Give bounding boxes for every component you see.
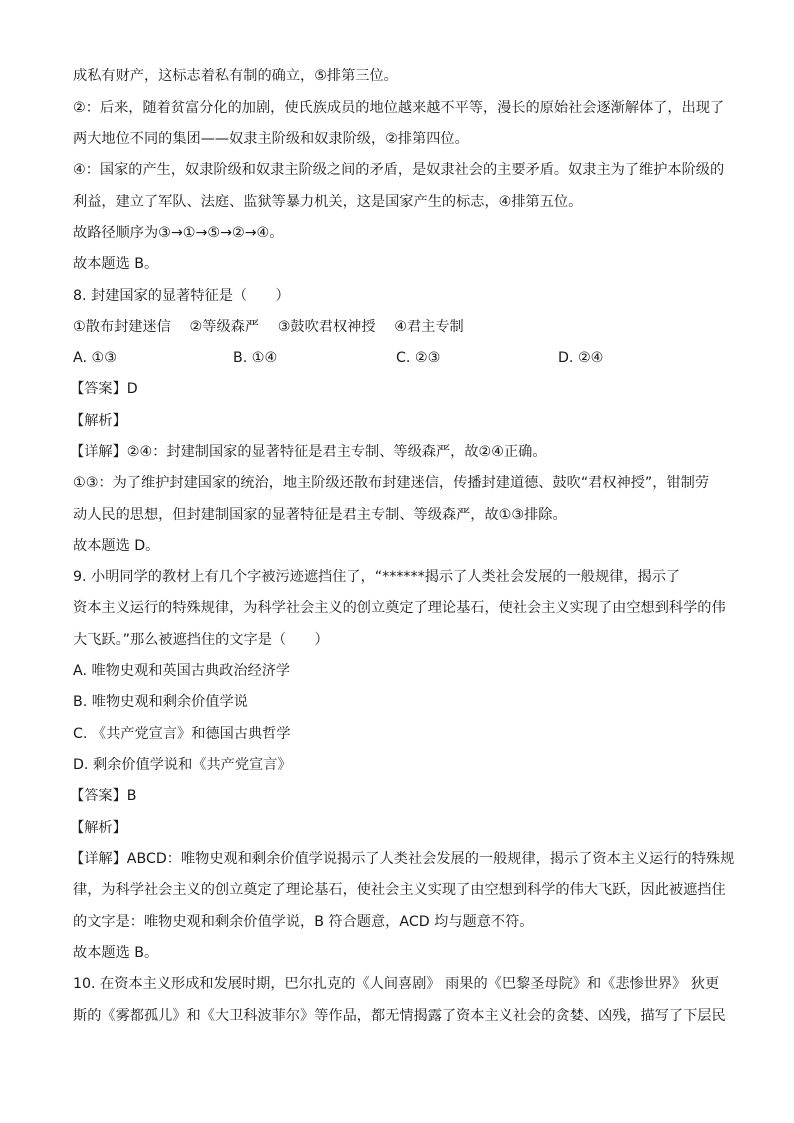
q9-detail: 的文字是：唯物史观和剩余价值学说，B 符合题意，ACD 均与题意不符。 <box>73 914 534 930</box>
q9-detail: 【详解】ABCD：唯物史观和剩余价值学说揭示了人类社会发展的一般规律，揭示了资本主义运行的特殊规 <box>70 851 735 867</box>
q9-option-a: A. 唯物史观和英国古典政治经济学 <box>73 663 291 679</box>
q9-analysis-heading: 【解析】 <box>70 820 127 836</box>
text-line: 故本题选 B。 <box>73 256 159 272</box>
q8-conclusion: 故本题选 D。 <box>73 538 160 554</box>
text-line: 利益，建立了军队、法庭、监狱等暴力机关，这是国家产生的标志，④排第五位。 <box>73 194 583 210</box>
q8-option-c: C. ②③ <box>396 350 441 366</box>
q9-detail: 律，为科学社会主义的创立奠定了理论基石，使社会主义实现了由空想到科学的伟大飞跃，因此被遮挡住 <box>73 882 726 898</box>
text-line: ②：后来，随着贫富分化的加剧，使氏族成员的地位越来越不平等，漫长的原始社会逐渐解体了，出现了 <box>73 100 725 116</box>
q8-option-b: B. ①④ <box>233 350 278 366</box>
text-line: 故路径顺序为③→①→⑤→②→④。 <box>73 225 284 241</box>
question-10-stem: 10. 在资本主义形成和发展时期，巴尔扎克的《人间喜剧》 雨果的《巴黎圣母院》和《悲惨世界》 狄更 <box>73 976 720 992</box>
q8-detail: 【详解】②④：封建制国家的显著特征是君主专制、等级森严，故②④正确。 <box>70 444 547 460</box>
q9-conclusion: 故本题选 B。 <box>73 945 159 961</box>
text-line: 两大地位不同的集团——奴隶主阶级和奴隶阶级，②排第四位。 <box>73 131 469 147</box>
question-9-stem: 大飞跃。”那么被遮挡住的文字是（ ） <box>73 632 329 648</box>
question-9-stem: 9. 小明同学的教材上有几个字被污迹遮挡住了，“******揭示了人类社会发展的一般规律，揭示了 <box>73 569 681 585</box>
q9-option-d: D. 剩余价值学说和《共产党宣言》 <box>73 757 292 773</box>
text-line: ④：国家的产生，奴隶阶级和奴隶主阶级之间的矛盾，是奴隶社会的主要矛盾。奴隶主为了维护本阶级的 <box>73 162 725 178</box>
q8-detail: ①③：为了维护封建国家的统治，地主阶级还散布封建迷信，传播封建道德、鼓吹“君权神授”，钳制劳 <box>73 475 710 491</box>
question-8-stem: 8. 封建国家的显著特征是（ ） <box>73 288 290 304</box>
q8-answer: 【答案】D <box>70 381 138 397</box>
q8-option-a: A. ①③ <box>73 350 117 366</box>
q9-answer: 【答案】B <box>70 788 137 804</box>
q8-analysis-heading: 【解析】 <box>70 413 127 429</box>
question-8-items: ①散布封建迷信 ②等级森严 ③鼓吹君权神授 ④君主专制 <box>73 319 464 335</box>
question-9-stem: 资本主义运行的特殊规律，为科学社会主义的创立奠定了理论基石，使社会主义实现了由空想到科学的伟 <box>73 600 726 616</box>
text-line: 成私有财产，这标志着私有制的确立，⑤排第三位。 <box>73 68 398 84</box>
q8-option-d: D. ②④ <box>558 350 604 366</box>
q8-detail: 动人民的思想，但封建制国家的显著特征是君主专制、等级森严，故①③排除。 <box>73 507 567 523</box>
q9-option-c: C. 《共产党宣言》和德国古典哲学 <box>73 726 291 742</box>
q9-option-b: B. 唯物史观和剩余价值学说 <box>73 694 248 710</box>
question-10-stem: 斯的《雾都孤儿》和《大卫科波菲尔》等作品，都无情揭露了资本主义社会的贪婪、凶残，描写了下层民 <box>73 1008 726 1024</box>
